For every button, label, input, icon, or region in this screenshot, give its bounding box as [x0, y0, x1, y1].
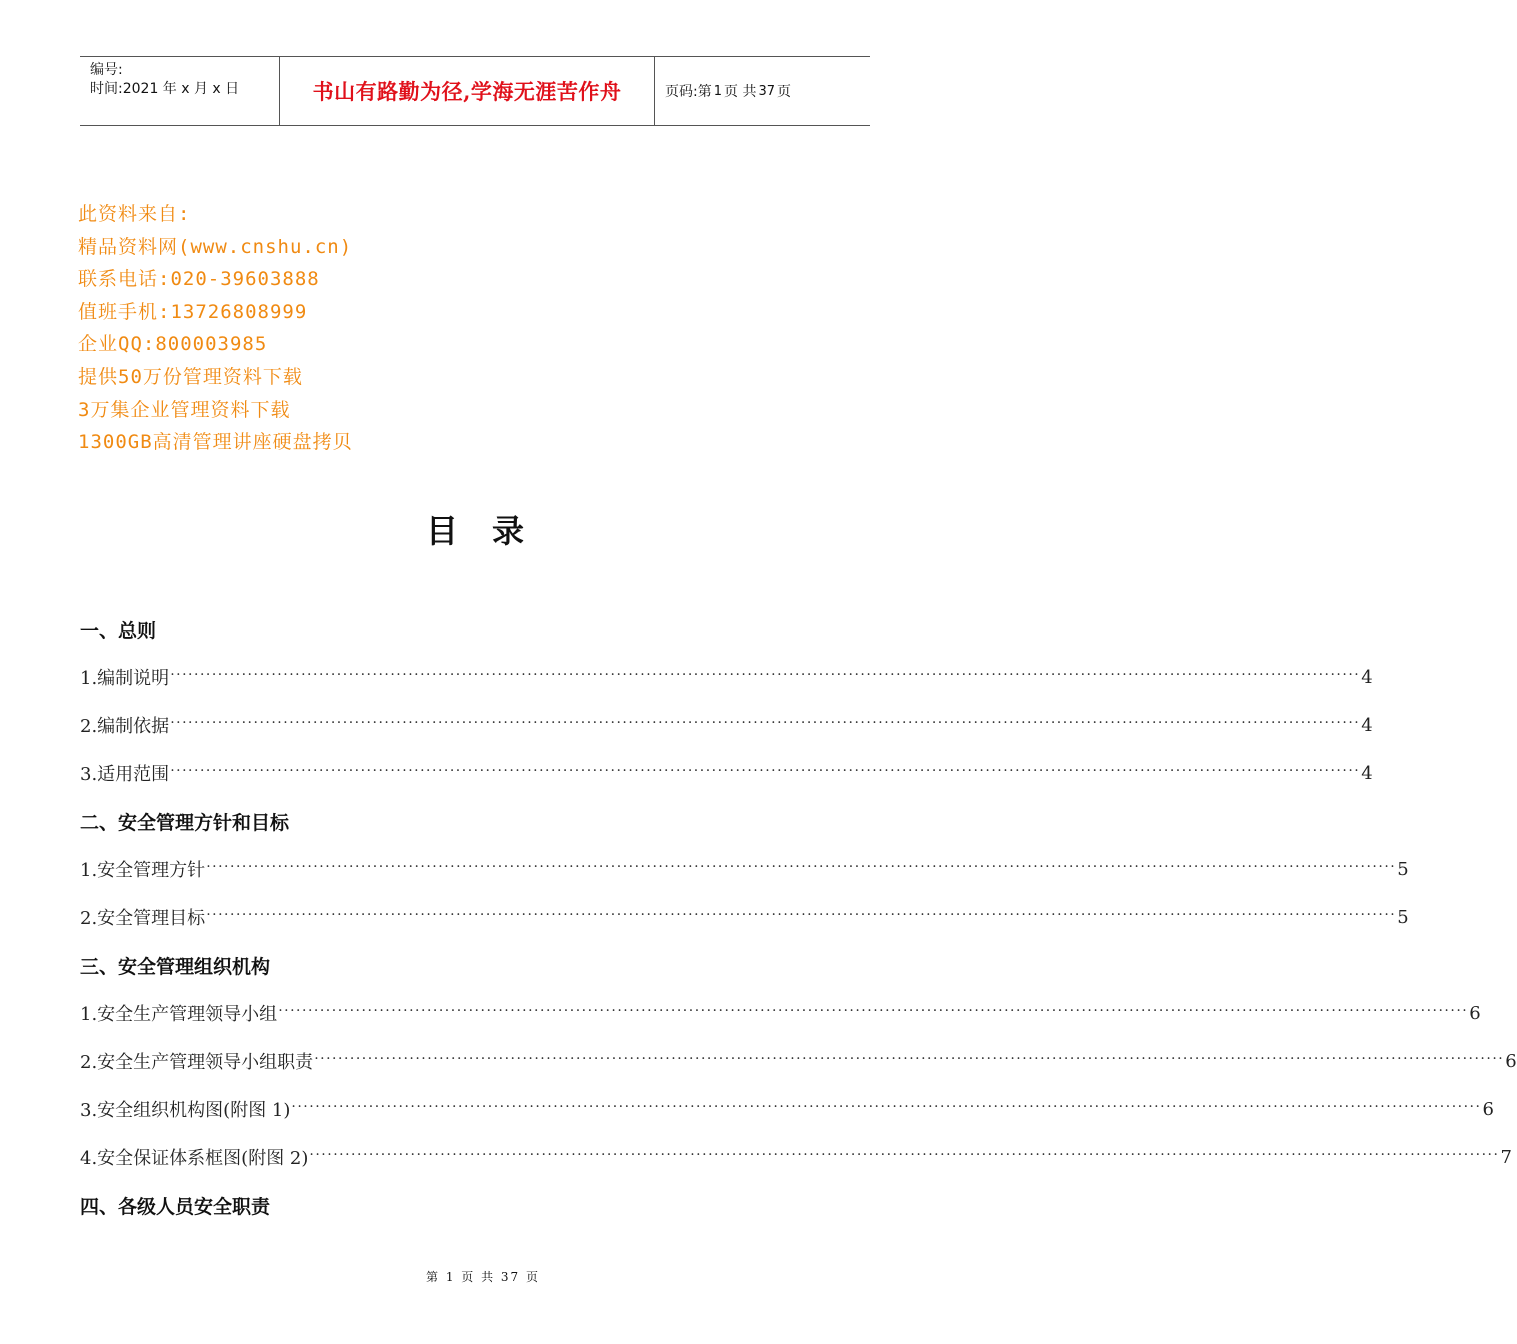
info-line: 3万集企业管理资料下载: [78, 398, 291, 421]
toc-entry[interactable]: [80, 701, 1373, 749]
toc-entry-page: 7: [1500, 1146, 1512, 1168]
source-info-block: [78, 198, 353, 459]
info-line: 提供50万份管理资料下载: [78, 365, 303, 388]
toc-entry-label: 3.安全组织机构图(附图 1): [80, 1100, 291, 1121]
page-suffix: 页: [777, 84, 791, 100]
toc-title: 目录: [425, 512, 558, 550]
header-meta: [80, 57, 280, 125]
info-line: 1300GB高清管理讲座硬盘拷贝: [78, 431, 353, 454]
info-line: 企业QQ:800003985: [78, 333, 268, 356]
header-page-indicator: [655, 57, 870, 125]
info-line: 联系电话:020-39603888: [78, 268, 320, 291]
toc-section-heading[interactable]: 二、安全管理方针和目标: [80, 811, 290, 834]
toc-section-heading[interactable]: 三、安全管理组织机构: [80, 955, 271, 978]
toc-leader-dots: ········································································································································································································: [291, 1099, 1482, 1115]
toc-entry-page: 6: [1469, 1002, 1481, 1024]
toc-entry-page: 5: [1397, 906, 1409, 928]
toc-entry-page: 5: [1397, 858, 1409, 880]
toc-entry-page: 6: [1482, 1098, 1494, 1120]
toc-section-heading[interactable]: 四、各级人员安全职责: [80, 1195, 271, 1218]
toc-leader-dots: ········································································································································································································: [206, 859, 1397, 875]
toc-entry[interactable]: [80, 989, 1481, 1037]
toc-leader-dots: ········································································································································································································: [170, 763, 1361, 779]
toc-entry-label: 2.编制依据: [80, 716, 170, 737]
toc-entry-label: 1.安全管理方针: [80, 860, 206, 881]
toc-entry-page: 4: [1361, 666, 1373, 688]
toc-entry-label: 2.安全管理目标: [80, 908, 206, 929]
toc-leader-dots: ········································································································································································································: [170, 715, 1361, 731]
toc-entry[interactable]: [80, 1133, 1512, 1181]
toc-entry[interactable]: [80, 653, 1373, 701]
toc-entry[interactable]: [80, 893, 1409, 941]
toc-leader-dots: ········································································································································································································: [278, 1003, 1469, 1019]
table-of-contents: [80, 605, 1517, 1229]
toc-entry[interactable]: [80, 1037, 1517, 1085]
page-footer: 第 1 页 共 37 页: [426, 1270, 540, 1284]
toc-leader-dots: ········································································································································································································: [170, 667, 1361, 683]
info-line: 值班手机:13726808999: [78, 300, 308, 323]
toc-entry[interactable]: [80, 845, 1409, 893]
page-current: 1: [713, 83, 722, 99]
toc-entry-label: 2.安全生产管理领导小组职责: [80, 1052, 314, 1073]
info-line: 精品资料网(www.cnshu.cn): [78, 235, 353, 258]
toc-entry-page: 4: [1361, 714, 1373, 736]
info-line: 此资料来自:: [78, 203, 191, 225]
toc-entry[interactable]: [80, 1085, 1494, 1133]
page-prefix: 页码:第: [665, 84, 712, 100]
toc-entry-label: 1.安全生产管理领导小组: [80, 1004, 278, 1025]
toc-leader-dots: ········································································································································································································: [314, 1051, 1505, 1067]
toc-entry-page: 4: [1361, 762, 1373, 784]
page-total: 37: [758, 83, 775, 99]
document-header: [80, 56, 870, 126]
toc-entry-label: 3.适用范围: [80, 764, 170, 785]
toc-section-heading[interactable]: 一、总则: [80, 619, 157, 642]
time-label: 时间:2021 年 x 月 x 日: [90, 81, 240, 97]
header-motto: 书山有路勤为径,学海无涯苦作舟: [280, 57, 655, 125]
number-label: 编号:: [90, 62, 123, 78]
toc-leader-dots: ········································································································································································································: [206, 907, 1397, 923]
page-mid: 页 共: [724, 84, 757, 100]
toc-leader-dots: ········································································································································································································: [309, 1147, 1500, 1163]
toc-entry[interactable]: [80, 749, 1373, 797]
toc-entry-page: 6: [1505, 1050, 1517, 1072]
toc-entry-label: 1.编制说明: [80, 668, 170, 689]
toc-entry-label: 4.安全保证体系框图(附图 2): [80, 1148, 309, 1169]
